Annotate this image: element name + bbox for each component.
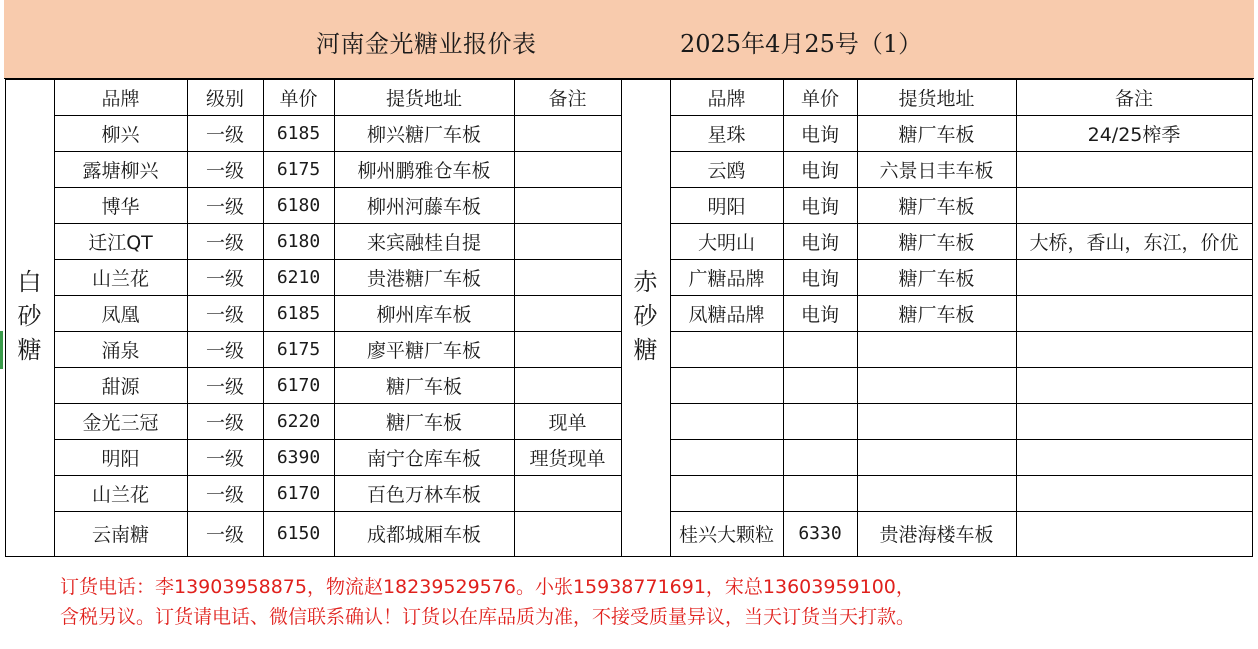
- white-sugar-cell[interactable]: [514, 115, 621, 151]
- red-sugar-cell[interactable]: [1016, 439, 1252, 475]
- red-sugar-label-char: 砂: [633, 302, 658, 330]
- red-sugar-cell[interactable]: [783, 367, 857, 403]
- white-sugar-cell[interactable]: 一级: [205, 267, 244, 290]
- red-sugar-cell[interactable]: [1016, 295, 1252, 331]
- red-sugar-header-0[interactable]: 品牌: [707, 87, 746, 110]
- white-sugar-header-4[interactable]: 备注: [548, 87, 587, 110]
- red-sugar-cell[interactable]: 桂兴大颗粒: [678, 524, 774, 546]
- white-sugar-header-1[interactable]: 级别: [205, 87, 244, 110]
- red-sugar-label: [621, 265, 670, 367]
- footer-terms-line: 含税另议。订货请电话、微信联系确认！订货以在库品质为准，不接受质量异议，当天订货当天打款。: [60, 606, 916, 628]
- white-sugar-cell[interactable]: 一级: [205, 483, 244, 506]
- white-sugar-cell[interactable]: 成都城厢车板: [366, 524, 481, 546]
- white-sugar-cell[interactable]: 6170: [276, 374, 321, 396]
- white-sugar-cell[interactable]: 一级: [205, 339, 244, 362]
- grid-hline: [5, 556, 1252, 557]
- white-sugar-cell[interactable]: 6170: [276, 482, 321, 504]
- white-sugar-cell[interactable]: [514, 511, 621, 556]
- red-sugar-cell[interactable]: [783, 331, 857, 367]
- red-sugar-label-char: 赤: [633, 268, 658, 296]
- red-sugar-cell[interactable]: 电询: [800, 159, 839, 182]
- white-sugar-cell[interactable]: 一级: [205, 524, 244, 546]
- red-sugar-cell[interactable]: 糖厂车板: [898, 123, 975, 146]
- white-sugar-cell[interactable]: [514, 367, 621, 403]
- grid-vline: [1252, 79, 1253, 557]
- white-sugar-cell[interactable]: 来宾融桂自提: [366, 231, 481, 254]
- white-sugar-cell[interactable]: 一级: [205, 195, 244, 218]
- red-sugar-cell[interactable]: [1016, 151, 1252, 187]
- white-sugar-cell[interactable]: 6210: [276, 266, 321, 288]
- red-sugar-cell[interactable]: 24/25榨季: [1087, 123, 1181, 146]
- red-sugar-cell[interactable]: 6330: [798, 523, 842, 544]
- red-sugar-cell[interactable]: 六景日丰车板: [879, 159, 994, 182]
- red-sugar-cell[interactable]: 云鸥: [707, 159, 746, 182]
- red-sugar-cell[interactable]: [857, 331, 1016, 367]
- white-sugar-cell[interactable]: [514, 223, 621, 259]
- red-sugar-cell[interactable]: [670, 367, 783, 403]
- white-sugar-cell[interactable]: [514, 187, 621, 223]
- red-sugar-cell[interactable]: [857, 475, 1016, 511]
- red-sugar-cell[interactable]: [1016, 187, 1252, 223]
- white-sugar-cell[interactable]: 现单: [548, 411, 587, 434]
- white-sugar-cell[interactable]: 6175: [276, 338, 321, 360]
- white-sugar-cell[interactable]: 6185: [276, 302, 321, 324]
- red-sugar-cell[interactable]: [783, 403, 857, 439]
- white-sugar-label: [5, 265, 54, 367]
- red-sugar-cell[interactable]: [1016, 331, 1252, 367]
- red-sugar-cell[interactable]: 贵港海楼车板: [879, 524, 994, 546]
- red-sugar-cell[interactable]: 电询: [800, 123, 839, 146]
- white-sugar-header-2[interactable]: 单价: [279, 87, 318, 110]
- red-sugar-cell[interactable]: 糖厂车板: [898, 231, 975, 254]
- red-sugar-cell[interactable]: [670, 475, 783, 511]
- red-sugar-cell[interactable]: [857, 439, 1016, 475]
- white-sugar-label-char: 糖: [17, 336, 42, 364]
- white-sugar-cell[interactable]: 甜源: [101, 375, 140, 398]
- white-sugar-cell[interactable]: 柳州河藤车板: [366, 195, 481, 218]
- red-sugar-header-1[interactable]: 单价: [800, 87, 839, 110]
- red-sugar-cell[interactable]: [783, 475, 857, 511]
- red-sugar-label-char: 糖: [633, 336, 658, 364]
- red-sugar-cell[interactable]: 大桥，香山，东江，价优: [1029, 231, 1239, 254]
- white-sugar-cell[interactable]: 博华: [101, 195, 140, 218]
- red-sugar-cell[interactable]: 广糖品牌: [688, 267, 765, 290]
- red-sugar-cell[interactable]: [670, 439, 783, 475]
- white-sugar-cell[interactable]: 一级: [205, 411, 244, 434]
- white-sugar-cell[interactable]: [514, 151, 621, 187]
- sheet-date: 2025年4月25号（1）: [680, 30, 923, 58]
- white-sugar-cell[interactable]: 涌泉: [101, 339, 140, 362]
- red-sugar-cell[interactable]: 糖厂车板: [898, 303, 975, 326]
- white-sugar-cell[interactable]: 6150: [276, 523, 321, 544]
- white-sugar-cell[interactable]: 山兰花: [91, 267, 149, 290]
- red-sugar-cell[interactable]: [857, 403, 1016, 439]
- red-sugar-cell[interactable]: [783, 439, 857, 475]
- red-sugar-cell[interactable]: 明阳: [707, 195, 746, 218]
- white-sugar-cell[interactable]: 百色万林车板: [366, 483, 481, 506]
- white-sugar-cell[interactable]: 6390: [276, 446, 321, 468]
- white-sugar-cell[interactable]: 山兰花: [91, 483, 149, 506]
- red-sugar-cell[interactable]: [857, 367, 1016, 403]
- white-sugar-cell[interactable]: 一级: [205, 159, 244, 182]
- white-sugar-cell[interactable]: 贵港糖厂车板: [366, 267, 481, 290]
- white-sugar-cell[interactable]: [514, 331, 621, 367]
- red-sugar-cell[interactable]: 电询: [800, 267, 839, 290]
- white-sugar-cell[interactable]: 一级: [205, 375, 244, 398]
- white-sugar-cell[interactable]: 凤凰: [101, 303, 140, 326]
- red-sugar-cell[interactable]: [1016, 475, 1252, 511]
- footer-contact-line: 订货电话：李13903958875，物流赵18239529576。小张15938771691，宋总13603959100，: [60, 576, 915, 598]
- red-sugar-cell[interactable]: [670, 403, 783, 439]
- red-sugar-cell[interactable]: 星珠: [707, 123, 746, 146]
- white-sugar-cell[interactable]: 露塘柳兴: [82, 159, 159, 182]
- white-sugar-cell[interactable]: 一级: [205, 231, 244, 254]
- white-sugar-cell[interactable]: [514, 295, 621, 331]
- red-sugar-cell[interactable]: [1016, 403, 1252, 439]
- red-sugar-cell[interactable]: 凤糖品牌: [688, 303, 765, 326]
- white-sugar-cell[interactable]: 6185: [276, 122, 321, 144]
- red-sugar-cell[interactable]: 大明山: [697, 231, 755, 254]
- red-sugar-cell[interactable]: [1016, 367, 1252, 403]
- white-sugar-cell[interactable]: 柳兴: [101, 123, 140, 146]
- white-sugar-cell[interactable]: 廖平糖厂车板: [366, 339, 481, 362]
- red-sugar-cell[interactable]: [1016, 511, 1252, 556]
- red-sugar-cell[interactable]: [670, 331, 783, 367]
- white-sugar-cell[interactable]: 一级: [205, 123, 244, 146]
- white-sugar-cell[interactable]: 南宁仓库车板: [366, 447, 481, 470]
- selection-marker: [0, 331, 3, 369]
- white-sugar-cell[interactable]: [514, 475, 621, 511]
- white-sugar-cell[interactable]: 明阳: [101, 447, 140, 470]
- white-sugar-cell[interactable]: 迁江QT: [88, 231, 153, 254]
- red-sugar-cell[interactable]: 电询: [800, 195, 839, 218]
- white-sugar-label-char: 白: [17, 268, 42, 296]
- red-sugar-cell[interactable]: 电询: [800, 303, 839, 326]
- red-sugar-cell[interactable]: 糖厂车板: [898, 267, 975, 290]
- white-sugar-cell[interactable]: 6175: [276, 158, 321, 180]
- white-sugar-cell[interactable]: 柳州鹏雅仓车板: [357, 159, 491, 182]
- red-sugar-header-2[interactable]: 提货地址: [898, 87, 975, 110]
- header-band: [4, 0, 1254, 79]
- white-sugar-cell[interactable]: 糖厂车板: [385, 411, 462, 434]
- white-sugar-cell[interactable]: 6220: [276, 410, 321, 432]
- white-sugar-cell[interactable]: 6180: [276, 194, 321, 216]
- red-sugar-cell[interactable]: [1016, 259, 1252, 295]
- red-sugar-cell[interactable]: 糖厂车板: [898, 195, 975, 218]
- white-sugar-cell[interactable]: 6180: [276, 230, 321, 252]
- sheet-title: 河南金光糖业报价表: [316, 30, 537, 58]
- white-sugar-header-3[interactable]: 提货地址: [385, 87, 462, 110]
- white-sugar-cell[interactable]: [514, 259, 621, 295]
- white-sugar-label-char: 砂: [17, 302, 42, 330]
- white-sugar-cell[interactable]: 一级: [205, 303, 244, 326]
- white-sugar-cell[interactable]: 柳州库车板: [376, 303, 472, 326]
- red-sugar-header-3[interactable]: 备注: [1114, 87, 1153, 110]
- white-sugar-cell[interactable]: 理货现单: [529, 447, 606, 470]
- white-sugar-cell[interactable]: 柳兴糖厂车板: [366, 123, 481, 146]
- white-sugar-cell[interactable]: 金光三冠: [82, 411, 159, 434]
- red-sugar-cell[interactable]: 电询: [800, 231, 839, 254]
- white-sugar-cell[interactable]: 一级: [205, 447, 244, 470]
- white-sugar-cell[interactable]: 糖厂车板: [385, 375, 462, 398]
- white-sugar-header-0[interactable]: 品牌: [101, 87, 140, 110]
- white-sugar-cell[interactable]: 云南糖: [91, 524, 149, 546]
